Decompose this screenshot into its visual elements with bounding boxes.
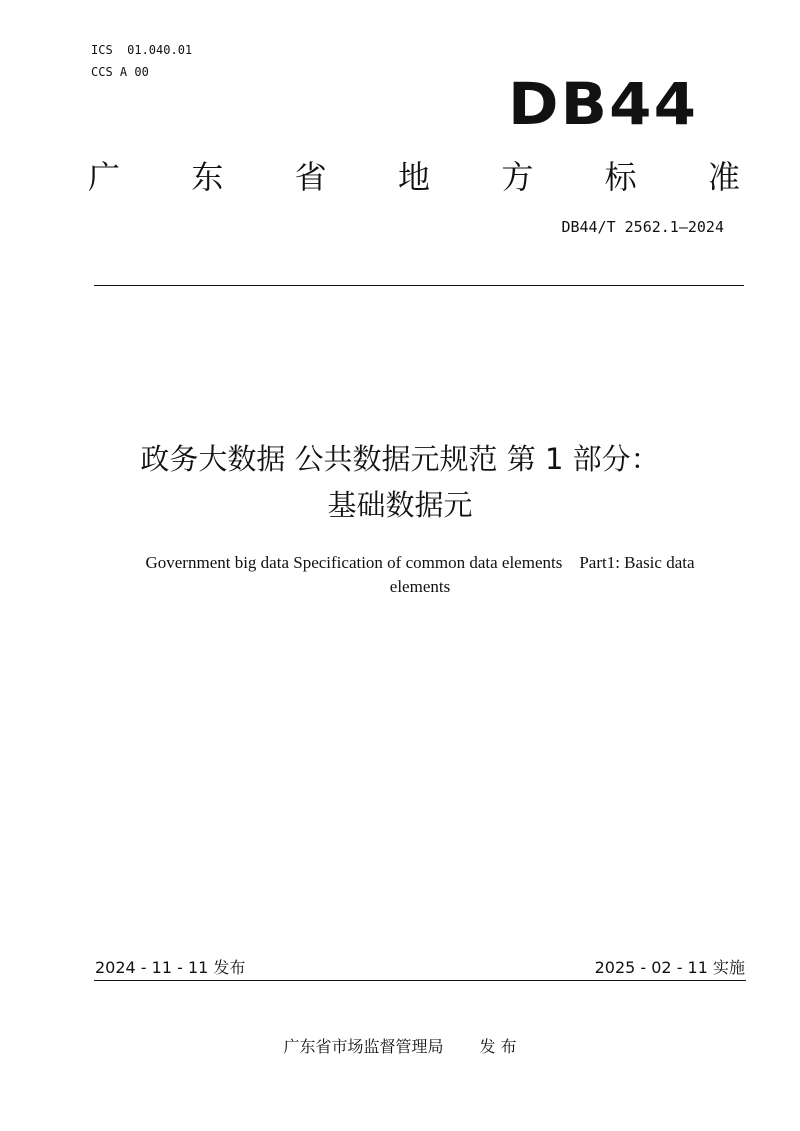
title-english <box>95 551 745 599</box>
title-english-line-2: elements <box>389 577 451 596</box>
title-english-line-1: Government big data Specification of common data elements Part1: Basic data <box>145 553 695 572</box>
title-chinese-line-1: 政务大数据 公共数据元规范 第 1 部分： <box>140 442 660 476</box>
standard-type-heading <box>88 152 740 196</box>
standard-number: DB44/T 2562.1—2024 <box>561 218 724 236</box>
top-divider <box>94 285 744 286</box>
implementation-date: 2025 - 02 - 11 实施 <box>594 958 745 977</box>
standard-type-char: 方 <box>501 158 534 196</box>
classification-codes <box>91 39 192 83</box>
standard-type-char: 准 <box>707 158 740 196</box>
issuer-action: 发 布 <box>479 1037 517 1056</box>
standard-type-char: 地 <box>397 158 430 196</box>
standard-type-char: 东 <box>191 158 224 196</box>
standard-type-char: 标 <box>604 158 637 196</box>
issue-date: 2024 - 11 - 11 发布 <box>95 958 246 977</box>
db44-logo: DB44 <box>508 70 699 138</box>
ccs-code: CCS A 00 <box>91 65 149 79</box>
bottom-divider <box>94 980 746 981</box>
issuer-line <box>0 1034 800 1057</box>
standard-type-char: 广 <box>88 158 121 196</box>
ics-code: ICS 01.040.01 <box>91 43 193 57</box>
title-chinese <box>60 436 740 528</box>
standard-type-char: 省 <box>294 158 327 196</box>
title-chinese-line-2: 基础数据元 <box>327 488 473 522</box>
issuer-name: 广东省市场监督管理局 <box>283 1037 444 1056</box>
